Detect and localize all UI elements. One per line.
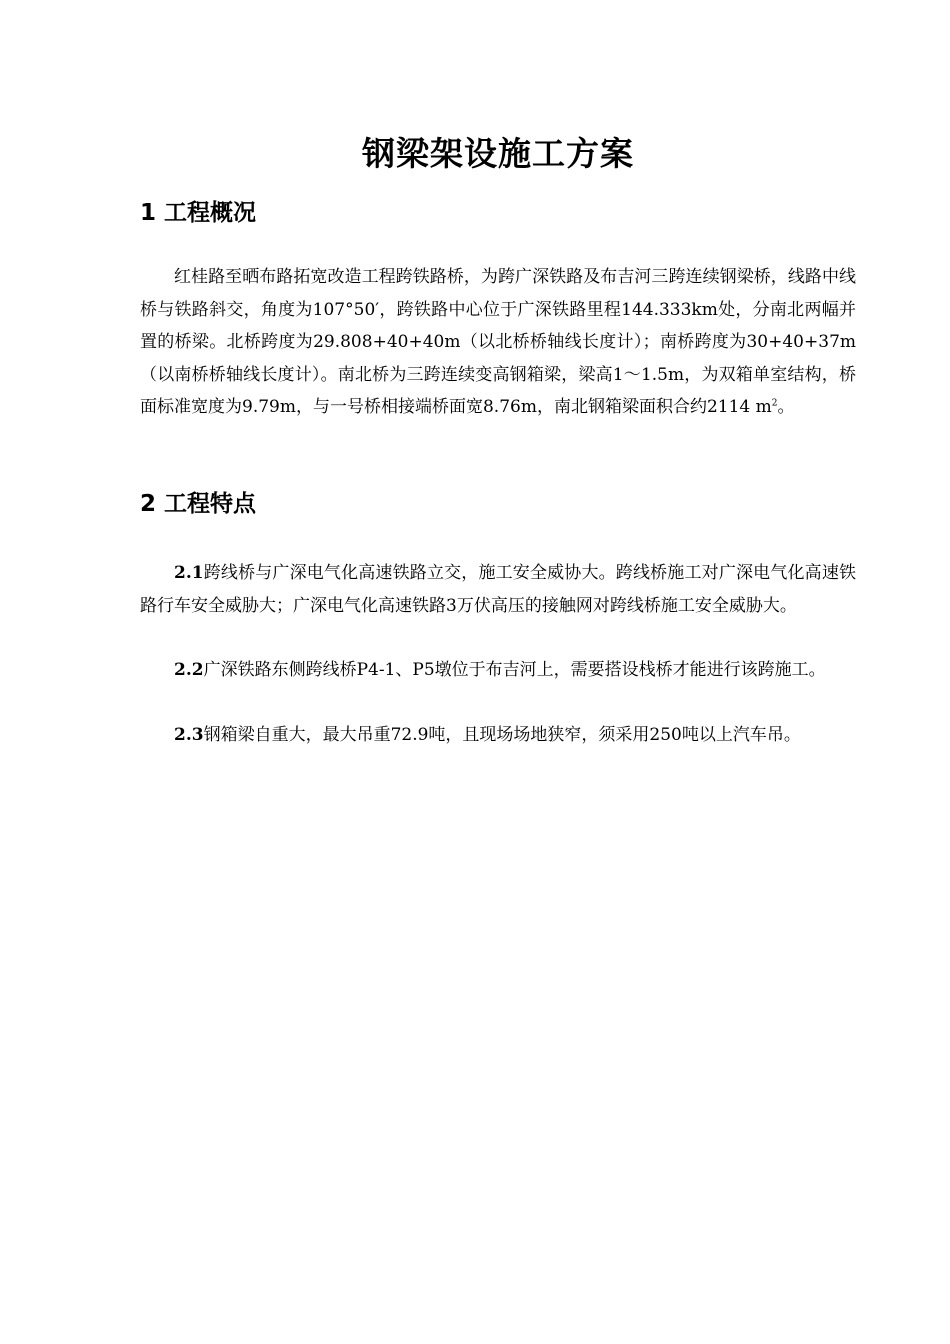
overview-paragraph bbox=[140, 261, 856, 424]
feature-text: 钢箱梁自重大，最大吊重72.9吨，且现场场地狭窄，须采用250吨以上汽车吊。 bbox=[203, 725, 801, 745]
feature-number: 2.3 bbox=[174, 725, 204, 745]
overview-paragraph-text: 红桂路至晒布路拓宽改造工程跨铁路桥，为跨广深铁路及布吉河三跨连续钢梁桥，线路中线桥与铁路斜交，角度为107°50′，跨铁路中心位于广深铁路里程144.333km处，分南北两幅并置的桥梁。北桥跨度为29.808+40+40m（以北桥桥轴线长度计）；南桥跨度为30+40+37m（以南桥桥轴线长度计）。南北桥为三跨连续变高钢箱梁，梁高1～1.5m，为双箱单室结构，桥面标准宽度为9.79m，与一号桥相接端桥面宽8.76m，南北钢箱梁面积合约2114 m bbox=[140, 267, 856, 417]
feature-item-2-1 bbox=[140, 557, 856, 622]
overview-paragraph-end: 。 bbox=[777, 397, 795, 417]
section-heading-features: 2 工程特点 bbox=[140, 491, 257, 517]
feature-number: 2.1 bbox=[174, 563, 204, 583]
feature-item-2-2 bbox=[140, 654, 856, 687]
feature-item-2-3 bbox=[140, 719, 856, 752]
feature-text: 广深铁路东侧跨线桥P4-1、P5墩位于布吉河上，需要搭设栈桥才能进行该跨施工。 bbox=[203, 660, 826, 680]
superscript-squared: 2 bbox=[771, 398, 778, 409]
document-title: 钢梁架设施工方案 bbox=[362, 134, 634, 173]
feature-number: 2.2 bbox=[174, 660, 204, 680]
section-heading-overview: 1 工程概况 bbox=[140, 200, 257, 226]
feature-text: 跨线桥与广深电气化高速铁路立交，施工安全威协大。跨线桥施工对广深电气化高速铁路行车安全威胁大；广深电气化高速铁路3万伏高压的接触网对跨线桥施工安全威胁大。 bbox=[140, 563, 856, 616]
